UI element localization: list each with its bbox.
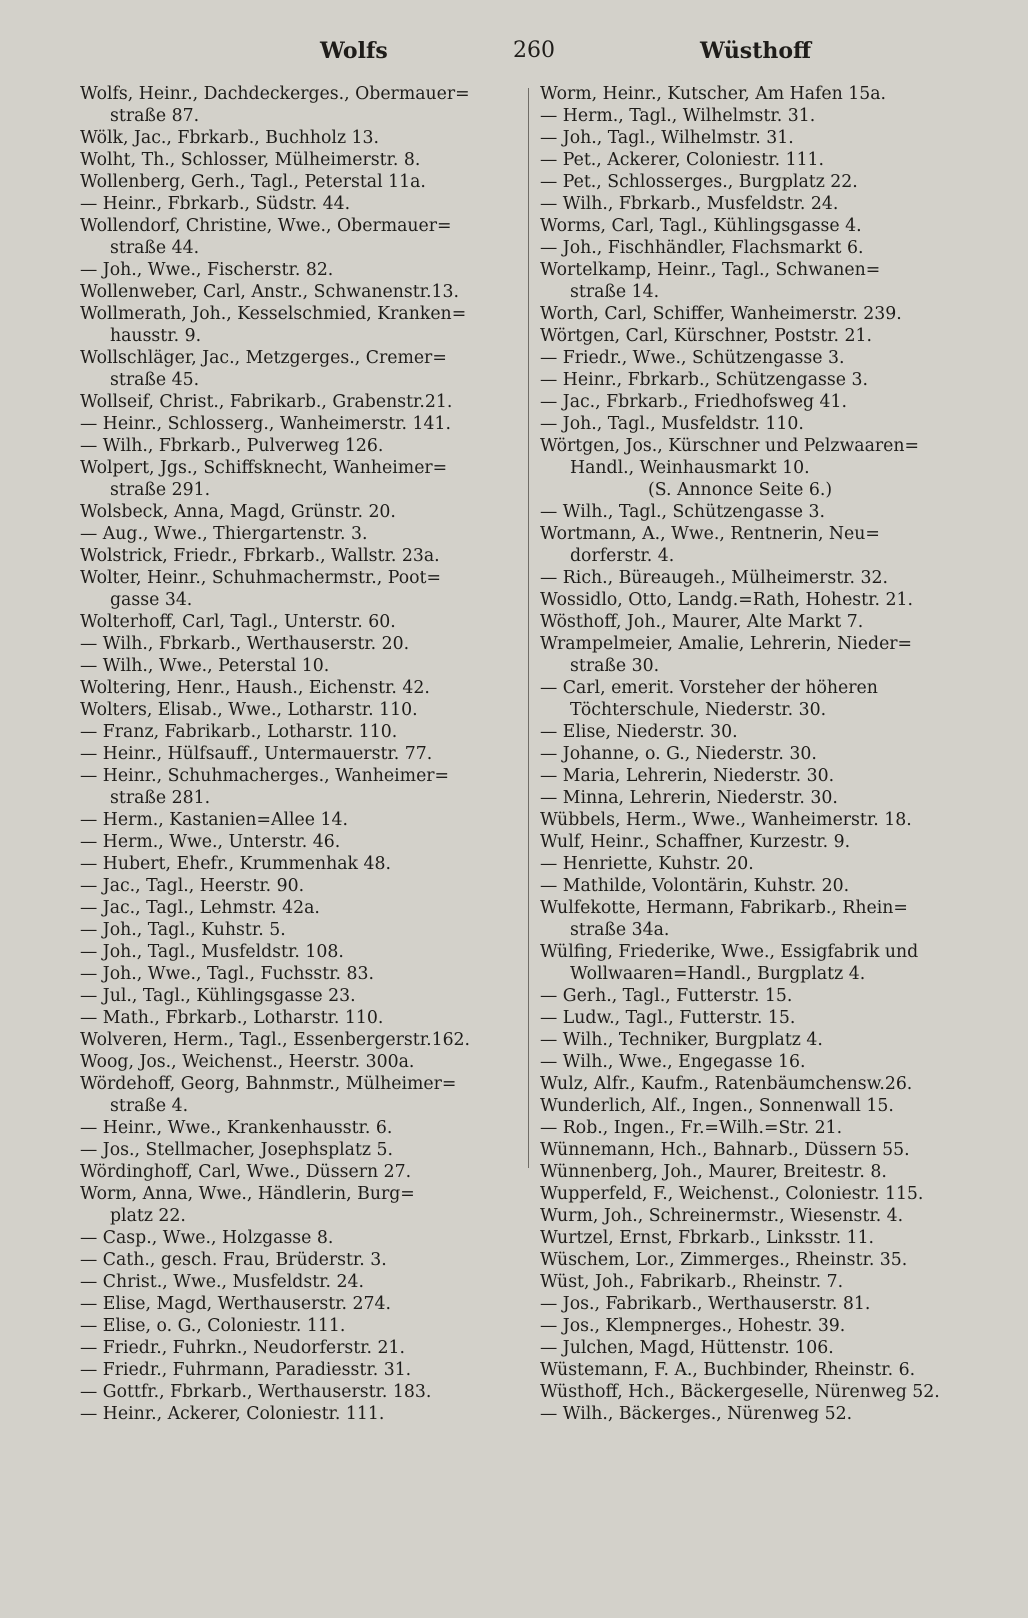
directory-entry-line: straße 87. [110, 106, 200, 126]
directory-entry-line: Wünnenberg, Joh., Maurer, Breitestr. 8. [540, 1162, 887, 1182]
directory-entry-line: — Jac., Tagl., Lehmstr. 42a. [80, 898, 320, 918]
directory-entry-line: — Christ., Wwe., Musfeldstr. 24. [80, 1272, 365, 1292]
directory-entry-line: Wolveren, Herm., Tagl., Essenbergerstr.162. [80, 1030, 471, 1050]
directory-entry-line: — Ludw., Tagl., Futterstr. 15. [540, 1008, 796, 1028]
directory-entry-line: — Wilh., Wwe., Engegasse 16. [540, 1052, 806, 1072]
directory-entry-line: — Mathilde, Volontärin, Kuhstr. 20. [540, 876, 850, 896]
directory-entry-line: Wulf, Heinr., Schaffner, Kurzestr. 9. [540, 832, 851, 852]
directory-entry-line: platz 22. [110, 1206, 186, 1226]
directory-entry-line: — Heinr., Wwe., Krankenhausstr. 6. [80, 1118, 393, 1138]
directory-entry-line: — Maria, Lehrerin, Niederstr. 30. [540, 766, 835, 786]
directory-entry-line: Wolfs, Heinr., Dachdeckerges., Obermauer= [80, 84, 470, 104]
directory-entry-line: straße 14. [570, 282, 660, 302]
directory-entry-line: — Rob., Ingen., Fr.=Wilh.=Str. 21. [540, 1118, 843, 1138]
directory-entry-line: — Friedr., Fuhrmann, Paradiesstr. 31. [80, 1360, 412, 1380]
directory-entry-line: Wolstrick, Friedr., Fbrkarb., Wallstr. 23a. [80, 546, 440, 566]
directory-entry-line: — Jul., Tagl., Kühlingsgasse 23. [80, 986, 356, 1006]
directory-entry-line: — Jos., Fabrikarb., Werthauserstr. 81. [540, 1294, 871, 1314]
directory-entry-line: Wolters, Elisab., Wwe., Lotharstr. 110. [80, 700, 418, 720]
directory-entry-line: Wortelkamp, Heinr., Tagl., Schwanen= [540, 260, 881, 280]
directory-entry-line: hausstr. 9. [110, 326, 202, 346]
directory-entry-line: straße 281. [110, 788, 211, 808]
directory-entry-line: — Wilh., Tagl., Schützengasse 3. [540, 502, 825, 522]
directory-entry-line: Wollenweber, Carl, Anstr., Schwanenstr.13. [80, 282, 460, 302]
directory-entry-line: Wördinghoff, Carl, Wwe., Düssern 27. [80, 1162, 412, 1182]
directory-entry-line: — Julchen, Magd, Hüttenstr. 106. [540, 1338, 834, 1358]
directory-entry-line: — Casp., Wwe., Holzgasse 8. [80, 1228, 334, 1248]
directory-entry-line: Wulz, Alfr., Kaufm., Ratenbäumchensw.26. [540, 1074, 913, 1094]
page-number: 260 [513, 38, 555, 63]
directory-entry-line: straße 45. [110, 370, 200, 390]
page-header [80, 38, 980, 78]
directory-entry-line: Wüschem, Lor., Zimmerges., Rheinstr. 35. [540, 1250, 908, 1270]
directory-entry-line: Worm, Heinr., Kutscher, Am Hafen 15a. [540, 84, 887, 104]
directory-entry-line: dorferstr. 4. [570, 546, 675, 566]
directory-entry-line: — Minna, Lehrerin, Niederstr. 30. [540, 788, 838, 808]
directory-entry-line: Wolht, Th., Schlosser, Mülheimerstr. 8. [80, 150, 421, 170]
header-left-word: Wolfs [320, 38, 388, 64]
directory-entry-line: straße 291. [110, 480, 211, 500]
directory-entry-line: Wörtgen, Carl, Kürschner, Poststr. 21. [540, 326, 872, 346]
directory-entry-line: — Heinr., Schuhmacherges., Wanheimer= [80, 766, 450, 786]
directory-entry-line: — Wilh., Fbrkarb., Werthauserstr. 20. [80, 634, 410, 654]
directory-entry-line: gasse 34. [110, 590, 193, 610]
directory-entry-line: Wollschläger, Jac., Metzgerges., Cremer= [80, 348, 447, 368]
directory-entry-line: — Franz, Fabrikarb., Lotharstr. 110. [80, 722, 398, 742]
directory-entry-line: — Herm., Wwe., Unterstr. 46. [80, 832, 341, 852]
directory-entry-line: Wrampelmeier, Amalie, Lehrerin, Nieder= [540, 634, 913, 654]
directory-entry-line: — Joh., Fischhändler, Flachsmarkt 6. [540, 238, 864, 258]
header-right-word: Wüsthoff [700, 38, 812, 64]
directory-entry-line: — Herm., Kastanien=Allee 14. [80, 810, 348, 830]
directory-entry-line: — Gerh., Tagl., Futterstr. 15. [540, 986, 793, 1006]
directory-entry-line: Wunderlich, Alf., Ingen., Sonnenwall 15. [540, 1096, 894, 1116]
directory-entry-line: Worm, Anna, Wwe., Händlerin, Burg= [80, 1184, 415, 1204]
directory-entry-line: — Heinr., Fbrkarb., Schützengasse 3. [540, 370, 868, 390]
directory-entry-line: straße 34a. [570, 920, 670, 940]
directory-entry-line: — Wilh., Techniker, Burgplatz 4. [540, 1030, 823, 1050]
directory-entry-line: Wulfekotte, Hermann, Fabrikarb., Rhein= [540, 898, 908, 918]
directory-entry-line: — Jac., Tagl., Heerstr. 90. [80, 876, 305, 896]
right-column [540, 83, 970, 1425]
directory-entry-line: Wösthoff, Joh., Maurer, Alte Markt 7. [540, 612, 864, 632]
directory-entry-line: Wördehoff, Georg, Bahnmstr., Mülheimer= [80, 1074, 457, 1094]
directory-entry-line: — Wilh., Fbrkarb., Pulverweg 126. [80, 436, 384, 456]
directory-entry-line: — Math., Fbrkarb., Lotharstr. 110. [80, 1008, 384, 1028]
directory-entry-line: — Rich., Büreaugeh., Mülheimerstr. 32. [540, 568, 889, 588]
directory-entry-line: — Carl, emerit. Vorsteher der höheren [540, 678, 878, 698]
directory-entry-line: Wolsbeck, Anna, Magd, Grünstr. 20. [80, 502, 396, 522]
directory-entry-line: Wossidlo, Otto, Landg.=Rath, Hohestr. 21. [540, 590, 913, 610]
directory-entry-line: — Cath., gesch. Frau, Brüderstr. 3. [80, 1250, 387, 1270]
directory-entry-line: Wollseif, Christ., Fabrikarb., Grabenstr.21. [80, 392, 453, 412]
directory-entry-line: — Pet., Ackerer, Coloniestr. 111. [540, 150, 825, 170]
directory-entry-line: — Hubert, Ehefr., Krummenhak 48. [80, 854, 391, 874]
directory-entry-line: — Wilh., Bäckerges., Nürenweg 52. [540, 1404, 853, 1424]
directory-entry-line: Wüst, Joh., Fabrikarb., Rheinstr. 7. [540, 1272, 844, 1292]
directory-entry-line: — Elise, Niederstr. 30. [540, 722, 738, 742]
directory-entry-line: — Heinr., Ackerer, Coloniestr. 111. [80, 1404, 385, 1424]
directory-entry-line: Wollmerath, Joh., Kesselschmied, Kranken= [80, 304, 467, 324]
directory-entry-line: Worms, Carl, Tagl., Kühlingsgasse 4. [540, 216, 862, 236]
directory-entry-line: Wolter, Heinr., Schuhmachermstr., Poot= [80, 568, 441, 588]
column-divider [528, 88, 529, 1168]
directory-entry-line: Wörtgen, Jos., Kürschner und Pelzwaaren= [540, 436, 920, 456]
directory-entry-line: Wolterhoff, Carl, Tagl., Unterstr. 60. [80, 612, 396, 632]
directory-entry-line: Handl., Weinhausmarkt 10. [570, 458, 810, 478]
directory-entry-line: — Gottfr., Fbrkarb., Werthauserstr. 183. [80, 1382, 432, 1402]
directory-entry-line: Wünnemann, Hch., Bahnarb., Düssern 55. [540, 1140, 910, 1160]
directory-entry-line: Wollwaaren=Handl., Burgplatz 4. [570, 964, 866, 984]
directory-entry-line: Töchterschule, Niederstr. 30. [570, 700, 827, 720]
directory-entry-line: Wollendorf, Christine, Wwe., Obermauer= [80, 216, 452, 236]
directory-entry-line: Wülfing, Friederike, Wwe., Essigfabrik und [540, 942, 919, 962]
directory-entry-line: — Jos., Klempnerges., Hohestr. 39. [540, 1316, 846, 1336]
directory-entry-line: straße 30. [570, 656, 660, 676]
directory-entry-line: Worth, Carl, Schiffer, Wanheimerstr. 239. [540, 304, 902, 324]
directory-entry-line: straße 44. [110, 238, 200, 258]
directory-entry-line: — Pet., Schlosserges., Burgplatz 22. [540, 172, 858, 192]
directory-entry-line: — Joh., Wwe., Fischerstr. 82. [80, 260, 334, 280]
directory-entry-line: — Henriette, Kuhstr. 20. [540, 854, 754, 874]
directory-entry-line: — Jos., Stellmacher, Josephsplatz 5. [80, 1140, 394, 1160]
directory-entry-line: — Heinr., Fbrkarb., Südstr. 44. [80, 194, 351, 214]
directory-entry-line: — Joh., Tagl., Musfeldstr. 108. [80, 942, 344, 962]
directory-entry-line: Wolpert, Jgs., Schiffsknecht, Wanheimer= [80, 458, 448, 478]
directory-entry-line: — Aug., Wwe., Thiergartenstr. 3. [80, 524, 368, 544]
directory-entry-line: — Heinr., Hülfsauff., Untermauerstr. 77. [80, 744, 433, 764]
directory-entry-line: Wurm, Joh., Schreinermstr., Wiesenstr. 4. [540, 1206, 904, 1226]
left-column [80, 83, 510, 1425]
directory-entry-line: Woog, Jos., Weichenst., Heerstr. 300a. [80, 1052, 415, 1072]
directory-entry-line: Wölk, Jac., Fbrkarb., Buchholz 13. [80, 128, 380, 148]
directory-entry-line: Wüstemann, F. A., Buchbinder, Rheinstr. 6. [540, 1360, 916, 1380]
directory-entry-line: — Herm., Tagl., Wilhelmstr. 31. [540, 106, 816, 126]
directory-entry-line: Woltering, Henr., Haush., Eichenstr. 42. [80, 678, 430, 698]
directory-entry-line: — Heinr., Schlosserg., Wanheimerstr. 141. [80, 414, 452, 434]
directory-entry-line: Wübbels, Herm., Wwe., Wanheimerstr. 18. [540, 810, 912, 830]
directory-entry-line: — Wilh., Wwe., Peterstal 10. [80, 656, 330, 676]
directory-entry-line: (S. Annonce Seite 6.) [648, 480, 833, 500]
directory-entry-line: — Joh., Wwe., Tagl., Fuchsstr. 83. [80, 964, 374, 984]
directory-entry-line: Wollenberg, Gerh., Tagl., Peterstal 11a. [80, 172, 426, 192]
directory-entry-line: straße 4. [110, 1096, 189, 1116]
directory-entry-line: Wüsthoff, Hch., Bäckergeselle, Nürenweg 52. [540, 1382, 940, 1402]
directory-entry-line: — Joh., Tagl., Wilhelmstr. 31. [540, 128, 794, 148]
directory-entry-line: — Johanne, o. G., Niederstr. 30. [540, 744, 817, 764]
directory-entry-line: — Wilh., Fbrkarb., Musfeldstr. 24. [540, 194, 839, 214]
directory-entry-line: — Jac., Fbrkarb., Friedhofsweg 41. [540, 392, 847, 412]
directory-entry-line: — Joh., Tagl., Musfeldstr. 110. [540, 414, 804, 434]
directory-entry-line: Wurtzel, Ernst, Fbrkarb., Linksstr. 11. [540, 1228, 875, 1248]
directory-entry-line: — Elise, Magd, Werthauserstr. 274. [80, 1294, 391, 1314]
directory-entry-line: Wupperfeld, F., Weichenst., Coloniestr. 115. [540, 1184, 924, 1204]
directory-entry-line: — Friedr., Wwe., Schützengasse 3. [540, 348, 845, 368]
directory-entry-line: Wortmann, A., Wwe., Rentnerin, Neu= [540, 524, 880, 544]
directory-entry-line: — Elise, o. G., Coloniestr. 111. [80, 1316, 346, 1336]
directory-entry-line: — Joh., Tagl., Kuhstr. 5. [80, 920, 286, 940]
directory-entry-line: — Friedr., Fuhrkn., Neudorferstr. 21. [80, 1338, 406, 1358]
